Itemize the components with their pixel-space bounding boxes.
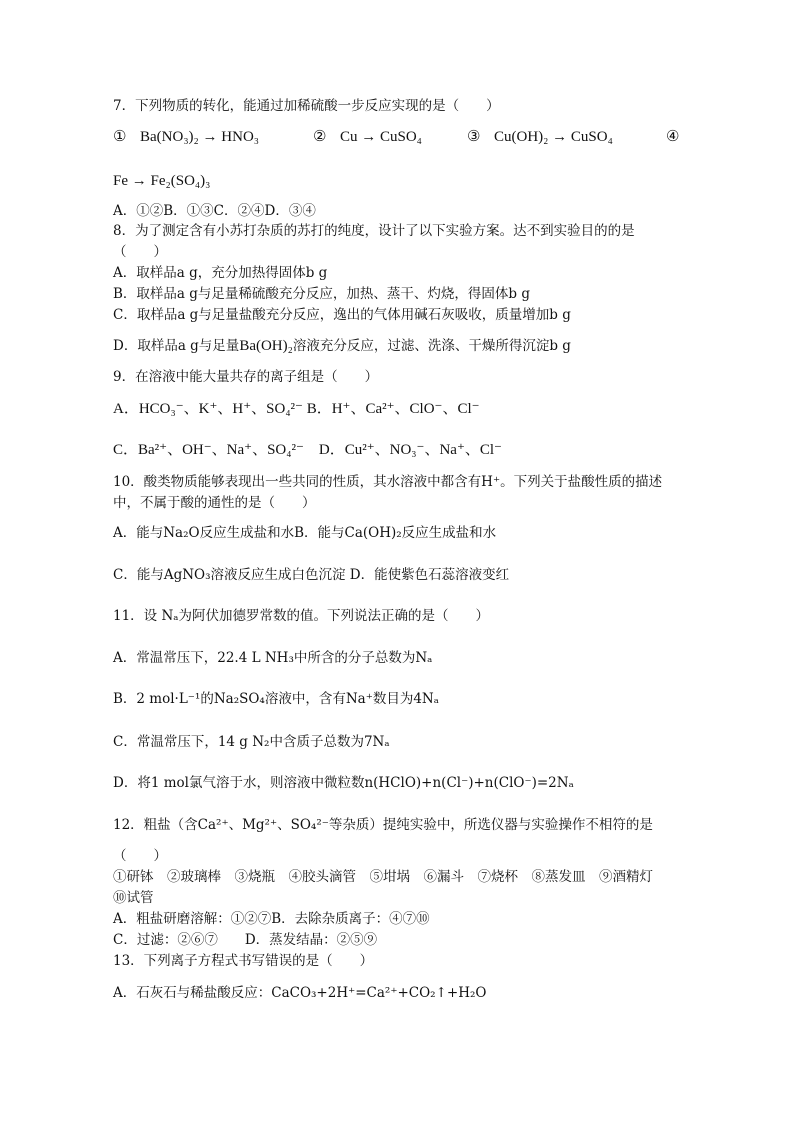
q8-option-b: B．取样品a g与足量稀硫酸充分反应，加热、蒸干、灼烧，得固体b g [113,286,530,302]
q7-opt1: Ba(NO₃)₂ → HNO₃ [140,129,260,145]
q8-option-c: C．取样品a g与足量盐酸充分反应，逸出的气体用碱石灰吸收，质量增加b g [113,307,571,323]
q9-options-ab: A．HCO₃⁻、K⁺、H⁺、SO₄²⁻ B．H⁺、Ca²⁺、ClO⁻、Cl⁻ [113,401,480,417]
q12-stem-line1: 12．粗盐（含Ca²⁺、Mg²⁺、SO₄²⁻等杂质）提纯实验中，所选仪器与实验操作不相符的是 [113,817,653,833]
q8-stem-line2: （ ） [113,244,167,260]
q11-option-a: A．常温常压下，22.4 L NH₃中所含的分子总数为Nₐ [113,650,433,666]
q12-options-ab: A．粗盐研磨溶解：①②⑦B．去除杂质离子：④⑦⑩ [113,911,430,927]
q12-items-line1: ①研钵 ②玻璃棒 ③烧瓶 ④胶头滴管 ⑤坩埚 ⑥漏斗 ⑦烧杯 ⑧蒸发皿 ⑨酒精灯 [113,869,653,885]
q7-choices: A．①②B．①③C．②④D．③④ [113,203,316,219]
q12-stem-line2: （ ） [113,848,167,864]
q8-option-d [113,337,571,355]
q9-options-cd: C．Ba²⁺、OH⁻、Na⁺、SO₄²⁻ D．Cu²⁺、NO₃⁻、Na⁺、Cl⁻ [113,442,502,458]
q10-stem-line2: 中，不属于酸的通性的是（ ） [113,495,316,511]
q8-option-d-post: 溶液充分反应，过滤、洗涤、干燥所得沉淀b g [292,338,571,354]
q8-option-d-pre: D．取样品a g与足量 [113,338,240,354]
q12-options-cd: C．过滤：②⑥⑦ D．蒸发结晶：②⑤⑨ [113,932,378,948]
q11-option-c: C．常温常压下，14 g N₂中含质子总数为7Nₐ [113,734,390,750]
q7-stem: 7．下列物质的转化，能通过加稀硫酸一步反应实现的是（ ） [113,98,500,114]
q10-options-ab: A．能与Na₂O反应生成盐和水B．能与Ca(OH)₂反应生成盐和水 [113,525,497,541]
q11-option-d: D．将1 mol氯气溶于水，则溶液中微粒数n(HClO)+n(Cl⁻)+n(ClO⁻)=2Nₐ [113,775,574,791]
q7-opt1-num: ① [113,129,127,145]
q11-stem: 11．设 Nₐ为阿伏加德罗常数的值。下列说法正确的是（ ） [113,608,489,624]
q7-opt4-num: ④ [666,129,680,145]
q12-items-line2: ⑩试管 [113,890,154,906]
q10-options-cd: C．能与AgNO₃溶液反应生成白色沉淀 D．能使紫色石蕊溶液变红 [113,567,510,583]
q7-opt4: Fe → Fe₂(SO₄)₃ [113,173,211,189]
q13-stem: 13．下列离子方程式书写错误的是（ ） [113,953,374,969]
q11-option-b: B．2 mol·L⁻¹的Na₂SO₄溶液中，含有Na⁺数目为4Nₐ [113,691,439,707]
q7-opt2-num: ② [313,129,327,145]
q8-stem-line1: 8．为了测定含有小苏打杂质的苏打的纯度，设计了以下实验方案。达不到实验目的的是 [113,223,635,239]
q7-opt2: Cu → CuSO₄ [340,129,422,145]
q13-option-a: A．石灰石与稀盐酸反应：CaCO₃+2H⁺=Ca²⁺+CO₂↑+H₂O [113,985,487,1001]
q9-stem: 9．在溶液中能大量共存的离子组是（ ） [113,369,379,385]
q10-stem-line1: 10．酸类物质能够表现出一些共同的性质，其水溶液中都含有H⁺。下列关于盐酸性质的描述 [113,474,663,490]
q7-opt3: Cu(OH)₂ → CuSO₄ [494,129,613,145]
q8-option-a: A．取样品a g，充分加热得固体b g [113,265,328,281]
q8-option-d-chem: Ba(OH)₂ [239,338,293,354]
q7-opt3-num: ③ [467,129,481,145]
